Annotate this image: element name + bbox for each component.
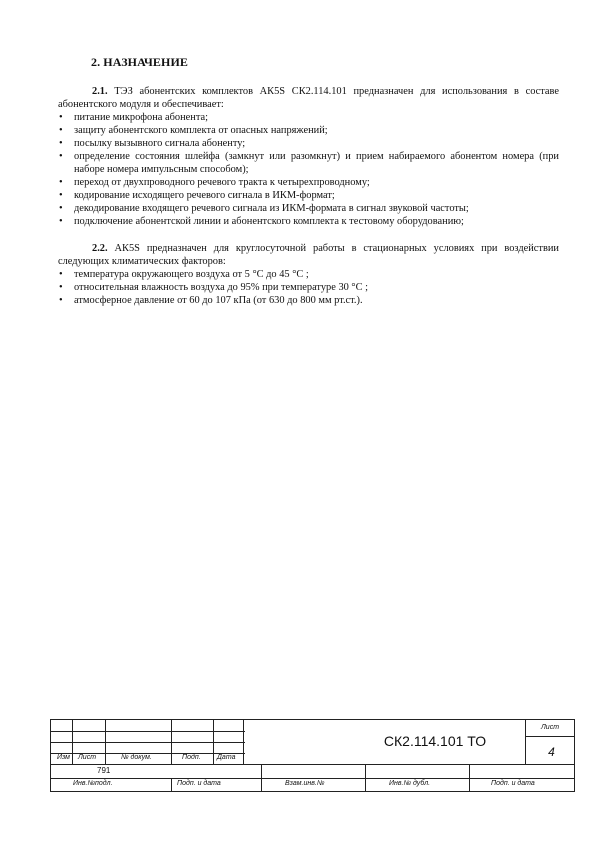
column-label-izm: Изм [57,754,70,761]
document-body [58,56,559,307]
function-list [58,111,559,228]
label-podp-data-2: Подп. и дата [491,780,535,787]
list-item: • температура окружающего воздуха от 5 °С до 45 °С ; [58,268,559,281]
list-item: • посылку вызывного сигнала абоненту; [58,137,559,150]
list-item: • питание микрофона абонента; [58,111,559,124]
sheet-number: 4 [548,745,555,759]
clause-number: 2.1. [92,86,108,97]
list-item: • атмосферное давление от 60 до 107 кПа (от 630 до 800 мм рт.ст.). [58,294,559,307]
list-item: • относительная влажность воздуха до 95% при температуре 30 °С ; [58,281,559,294]
list-item: • определение состояния шлейфа (замкнут или разомкнут) и прием набираемого абонентом номера (при наборе номера импульсным способом); [58,150,559,176]
label-inv-podl: Инв.№подл. [73,780,113,787]
inventory-number: 791 [97,766,111,775]
clause-text: ТЭЗ абонентских комплектов АК5S СК2.114.101 предназначен для использования в составе абонентского модуля и обеспечивает: [58,86,559,110]
label-vzam-inv: Взам.инв.№ [285,780,325,787]
section-heading: 2. НАЗНАЧЕНИЕ [91,55,188,69]
list-item: • подключение абонентской линии и абонентского комплекта к тестовому оборудованию; [58,215,559,228]
paragraph-2-1 [58,85,559,111]
label-podp-data: Подп. и дата [177,780,221,787]
list-item: • кодирование исходящего речевого сигнала в ИКМ-формат; [58,189,559,202]
column-label-list: Лист [78,754,97,761]
clause-text: АК5S предназначен для круглосуточной работы в стационарных условиях при воздействии следующих климатических факторов: [58,243,559,267]
list-item: • переход от двухпроводного речевого тракта к четырехпроводному; [58,176,559,189]
column-label-data: Дата [217,754,236,761]
document-code: СК2.114.101 ТО [383,733,487,749]
list-item: • защиту абонентского комплекта от опасных напряжений; [58,124,559,137]
column-label-ndokum: № докум. [121,754,152,761]
sheet-label: Лист [541,724,560,731]
title-block [50,719,575,792]
label-inv-dubl: Инв.№ дубл. [389,780,431,787]
climate-factors-list [58,268,559,307]
column-label-podp: Подп. [182,754,201,761]
clause-number: 2.2. [92,243,108,254]
list-item: • декодирование входящего речевого сигнала из ИКМ-формата в сигнал звуковой частоты; [58,202,559,215]
paragraph-2-2 [58,242,559,268]
